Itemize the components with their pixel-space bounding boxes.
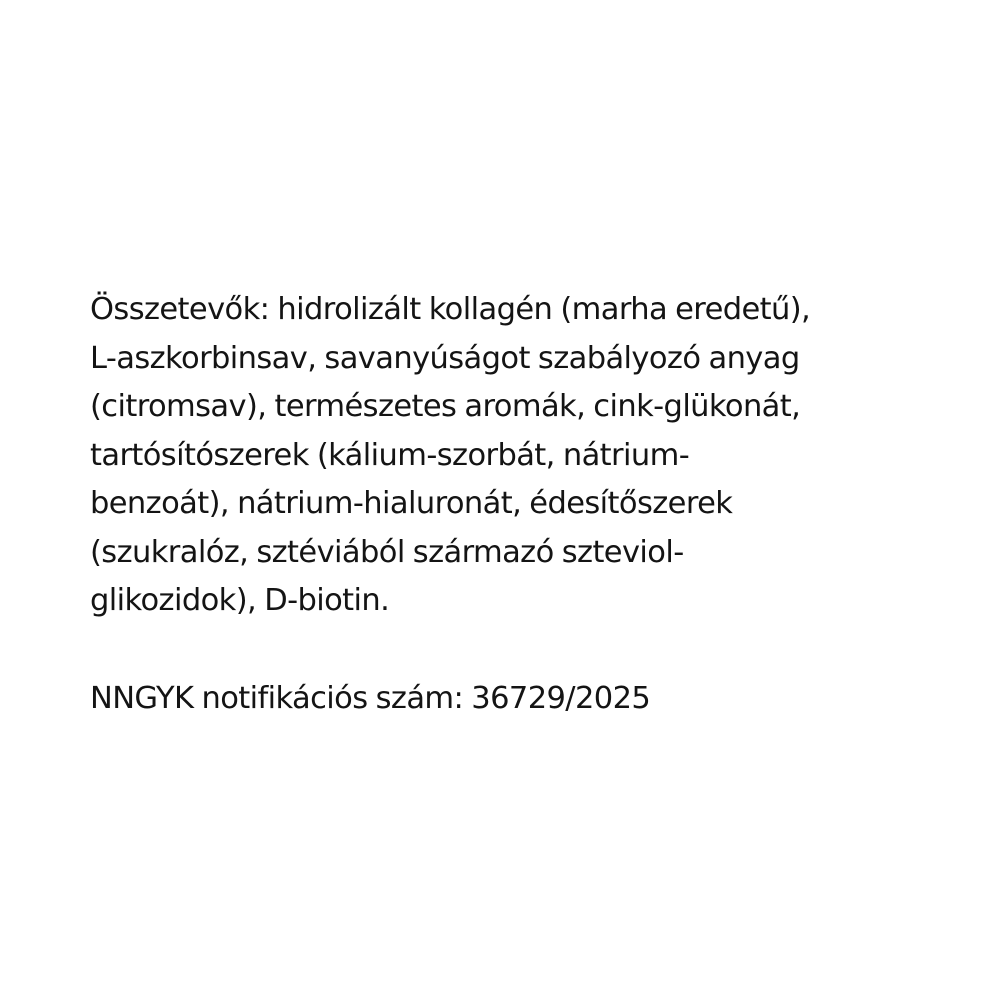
ingredients-line: (citromsav), természetes aromák, cink-glükonát,	[90, 389, 801, 424]
notification-number: NNGYK notifikációs szám: 36729/2025	[90, 680, 651, 716]
product-label-text	[90, 286, 970, 723]
ingredients-line: tartósítószerek (kálium-szorbát, nátrium-	[90, 437, 690, 473]
ingredients-line: benzoát), nátrium-hialuronát, édesítőszerek	[90, 486, 733, 521]
ingredients-line: (szukralóz, sztéviából származó szteviol-	[90, 534, 684, 570]
ingredients-paragraph	[90, 286, 970, 626]
ingredients-line: Összetevők: hidrolizált kollagén (marha eredetű),	[90, 292, 811, 327]
ingredients-line: glikozidok), D-biotin.	[90, 583, 390, 618]
ingredients-line: L-aszkorbinsav, savanyúságot szabályozó anyag	[90, 340, 800, 376]
